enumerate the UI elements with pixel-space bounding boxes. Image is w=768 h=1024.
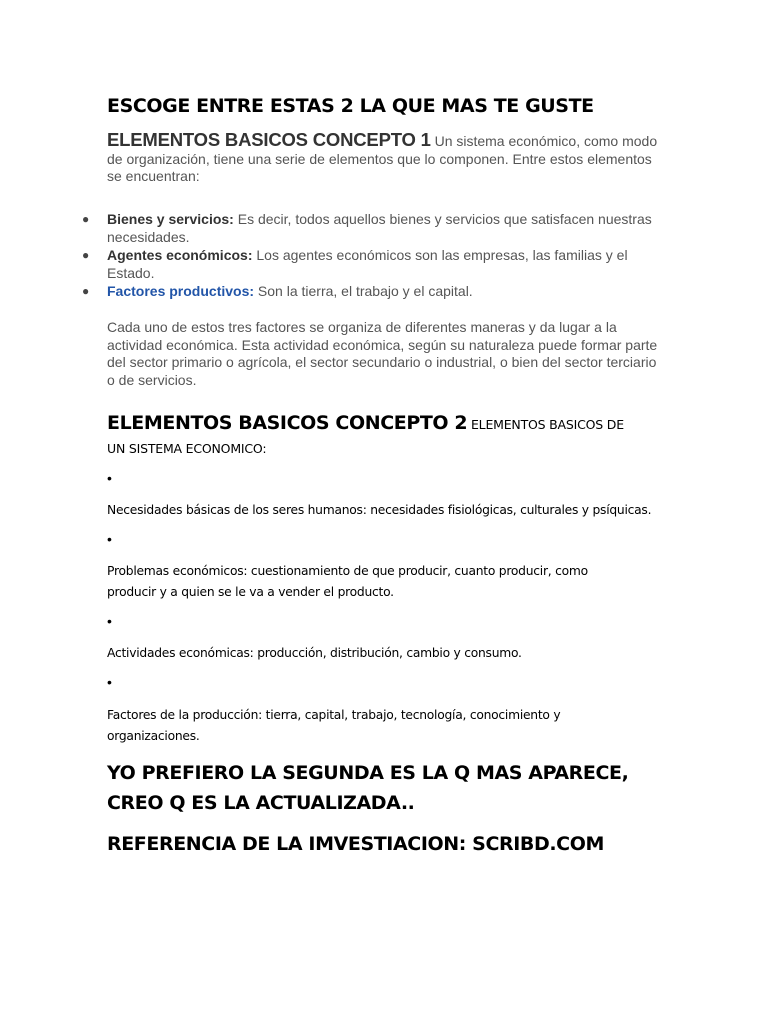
bullet-icon: ●: [82, 284, 90, 298]
bullet-icon: ●: [82, 248, 90, 262]
list-item: [82, 283, 672, 301]
concept2-item: Actividades económicas: producción, distribución, cambio y consumo.: [107, 646, 522, 660]
bullet-term: Agentes económicos:: [107, 247, 253, 263]
concept1-paragraph: Cada uno de estos tres factores se organiza de diferentes maneras y da lugar a la actividad económica. Esta actividad económica, según su naturaleza puede formar parte del sector primario o agrícola, el sector secundario o industrial, o bien del sector terciario o de servicios.: [107, 319, 658, 388]
bullet-icon: •: [107, 470, 112, 486]
concept1-title: ELEMENTOS BASICOS CONCEPTO 1: [107, 129, 431, 150]
concept2-heading-block: [107, 412, 637, 461]
bullet-text: Los agentes económicos son las empresas, las familias y el Estado.: [107, 247, 628, 281]
concept1-intro: Un sistema económico, como modo de organización, tiene una serie de elementos que lo componen. Entre estos elementos se encuentran:: [107, 133, 658, 184]
page-heading: ESCOGE ENTRE ESTAS 2 LA QUE MAS TE GUSTE: [107, 95, 594, 117]
concept2-item: Factores de la producción: tierra, capital, trabajo, tecnología, conocimiento y organizaciones.: [107, 708, 561, 743]
reference-text: REFERENCIA DE LA IMVESTIACION: SCRIBD.COM: [107, 833, 604, 855]
concept2-item: Necesidades básicas de los seres humanos: necesidades fisiológicas, culturales y psíquicas.: [107, 503, 652, 517]
list-item: [82, 211, 672, 246]
bullet-icon: ●: [82, 212, 90, 226]
bullet-text: Son la tierra, el trabajo y el capital.: [254, 283, 473, 299]
concept1-bullet-list: [82, 211, 672, 302]
bullet-icon: •: [107, 531, 112, 547]
concept1-intro-block: [107, 131, 662, 186]
conclusion-text: YO PREFIERO LA SEGUNDA ES LA Q MAS APARECE, CREO Q ES LA ACTUALIZADA..: [107, 762, 629, 814]
list-item: [82, 247, 672, 282]
bullet-text: Es decir, todos aquellos bienes y servicios que satisfacen nuestras necesidades.: [107, 211, 652, 245]
bullet-icon: •: [107, 613, 112, 629]
bullet-icon: •: [107, 674, 112, 690]
concept2-item: Problemas económicos: cuestionamiento de que producir, cuanto producir, como producir y a quien se le va a vender el producto.: [107, 564, 588, 599]
concept2-subtitle: ELEMENTOS BASICOS DE UN SISTEMA ECONOMICO:: [107, 417, 624, 456]
concept2-title: ELEMENTOS BASICOS CONCEPTO 2: [107, 412, 468, 434]
bullet-term: Bienes y servicios:: [107, 211, 234, 227]
bullet-term-link[interactable]: Factores productivos:: [107, 283, 255, 299]
